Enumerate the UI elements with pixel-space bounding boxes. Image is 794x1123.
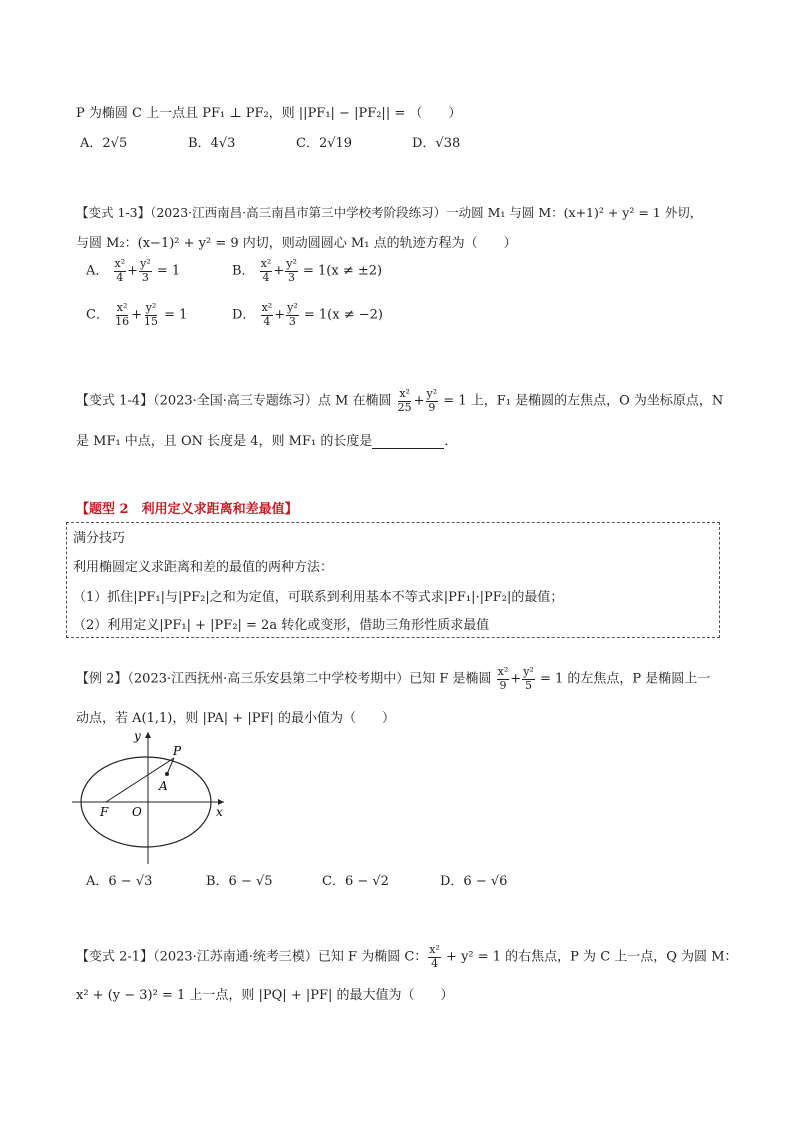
variant-1-3-option-c: C． $\frac{\text{x²}}{16}$ + $\frac{\text{y²}}{15}$ = 1 [86,301,188,328]
variant-1-3-line2: 与圆 M₂：(x−1)² + y² = 9 内切，则动圆圆心 M₁ 点的轨迹方程为（ ） [76,236,517,251]
variant-1-3-option-a: A． $\frac{\text{x²}}{4}$ + $\frac{\text{y²}}{3}$ = 1 [86,257,181,284]
option-c: C．2√19 [296,136,353,151]
variant-2-1-line2: x² + (y − 3)² = 1 上一点，则 |PQ| + |PF| 的最大值为（ ） [76,988,454,1003]
variant-1-3-option-d: D． $\frac{\text{x²}}{4}$ + $\frac{\text{y²}}{3}$ = 1(x ≠ −2) [232,301,383,328]
point-a [165,772,169,776]
tips-line-2: （1）抓住|PF₁|与|PF₂|之和为定值，可联系到利用基本不等式求|PF₁|·|PF₂|的最值； [73,590,564,605]
tips-box [66,522,720,638]
variant-1-4-line1: 【变式 1-4】（2023·全国·高三专题练习）点 M 在椭圆 $\frac{\text{x²}}{25}$ + $\frac{\text{y²}}{9}$ = 1 上，F₁ 是椭圆的左焦点，O 为坐标原点，N [76,387,724,414]
tips-line-3: （2）利用定义|PF₁| + |PF₂| = 2a 转化或变形，借助三角形性质求最值 [73,618,490,633]
example-2-option-a: A．6 − √3 [86,874,153,889]
label-x: x [216,805,223,819]
example-2-option-c: C．6 − √2 [322,874,389,889]
label-p: P [173,744,182,758]
variant-1-3-line1: 【变式 1-3】（2023·江西南昌·高三南昌市第三中学校考阶段练习）一动圆 M₁ 与圆 M：(x+1)² + y² = 1 外切， [76,205,703,220]
y-axis-arrow [145,732,151,738]
label-y: y [134,729,141,743]
example-2-line1: 【例 2】（2023·江西抚州·高三乐安县第二中学校考期中）已知 F 是椭圆 $\frac{\text{x²}}{9}$ + $\frac{\text{y²}}{5}$ = 1 的左焦点，P 是椭圆上一 [76,665,711,692]
option-d: D．√38 [412,136,461,151]
label-f: F [100,805,109,819]
question-stem-perpendicular: P 为椭圆 C 上一点且 PF₁ ⊥ PF₂，则 ||PF₁| − |PF₂|| = （ ） [76,106,462,121]
variant-1-3-option-b: B． $\frac{\text{x²}}{4}$ + $\frac{\text{y²}}{3}$ = 1(x ≠ ±2) [232,257,383,284]
label-a: A [159,779,168,793]
tips-title: 满分技巧 [73,531,126,546]
ellipse-figure [66,728,236,868]
label-o: O [132,805,142,819]
variant-2-1-line1: 【变式 2-1】（2023·江苏南通·统考三模）已知 F 为椭圆 C： $\frac{\text{x²}}{4}$ + y² = 1 的右焦点，P 为 C 上一点，Q 为圆 M： [76,943,738,970]
example-2-option-b: B．6 − √5 [206,874,273,889]
variant-1-4-line2: 是 MF₁ 中点，且 ON 长度是 4，则 MF₁ 的长度是 ． [76,434,458,449]
tips-line-1: 利用椭圆定义求距离和差的最值的两种方法： [73,560,334,575]
example-2-option-d: D．6 − √6 [440,874,508,889]
option-a: A．2√5 [80,136,128,151]
example-2-line2: 动点，若 A(1,1)，则 |PA| + |PF| 的最小值为（ ） [76,711,395,726]
option-b: B．4√3 [188,136,236,151]
section-heading-type-2: 【题型 2 利用定义求距离和差最值】 [76,502,298,517]
answer-blank[interactable] [372,436,444,449]
